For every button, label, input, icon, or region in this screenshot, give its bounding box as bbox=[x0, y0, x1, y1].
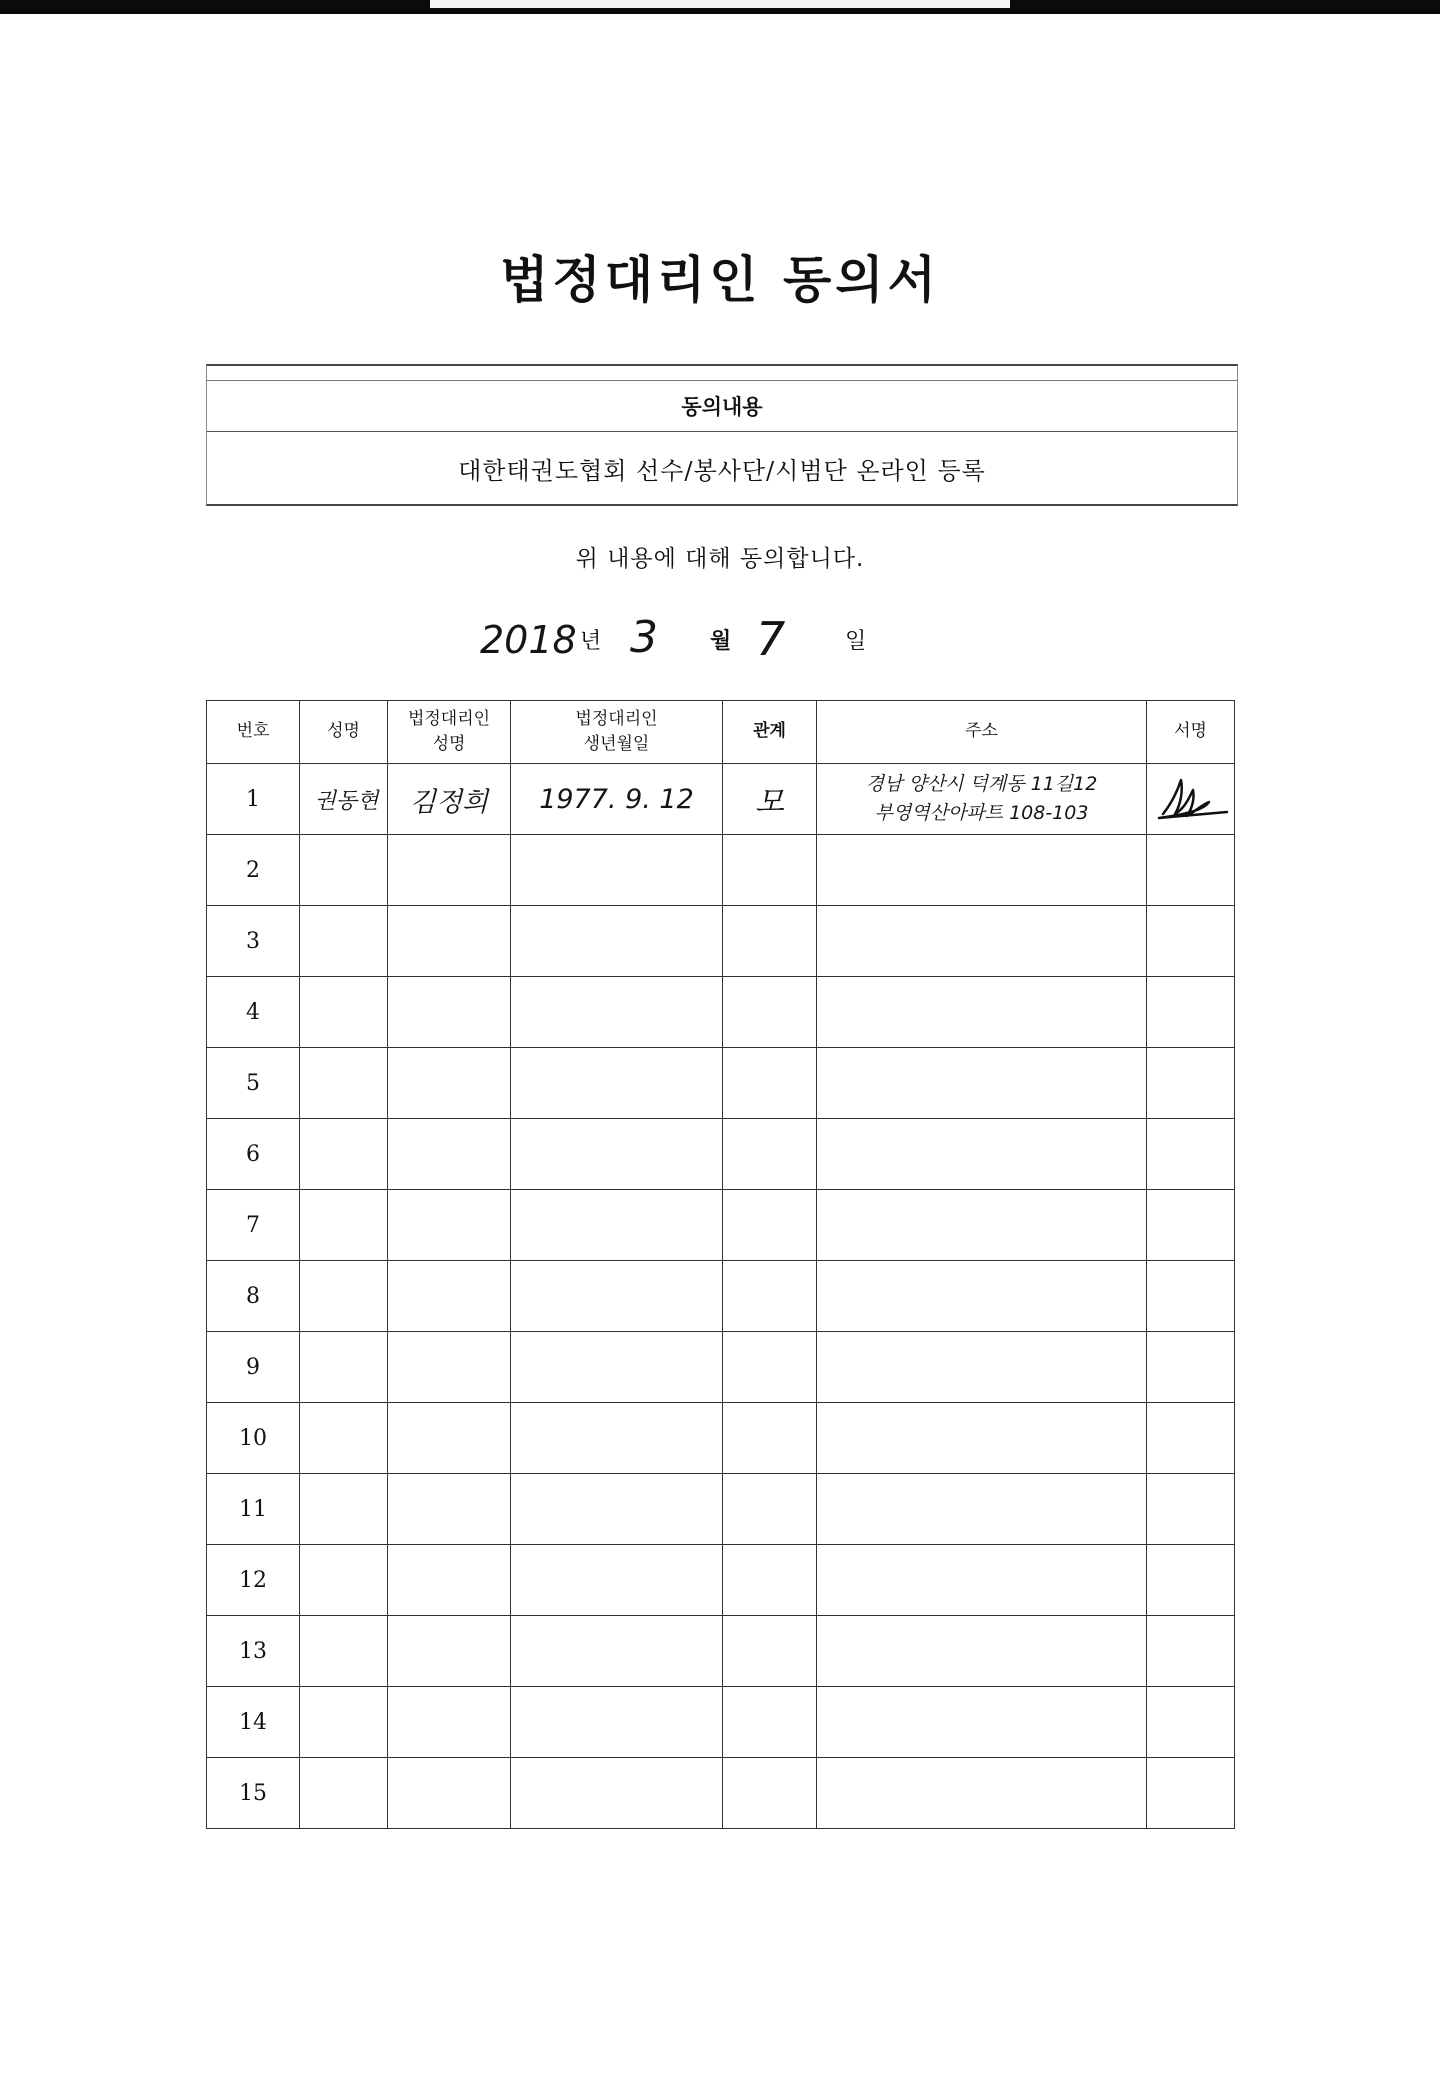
student-name-cell bbox=[300, 1474, 388, 1545]
header-guardian-birth-line1: 법정대리인 bbox=[575, 708, 658, 729]
header-guardian-name-line2: 성명 bbox=[432, 734, 466, 754]
relation-cell bbox=[723, 1758, 817, 1829]
guardian-birthdate: 1977. 9. 12 bbox=[511, 764, 723, 835]
guardian-name-cell bbox=[388, 1119, 511, 1190]
row-number: 6 bbox=[207, 1119, 300, 1190]
guardian-name-cell bbox=[388, 1332, 511, 1403]
table-row bbox=[207, 764, 1235, 835]
student-name-cell bbox=[300, 1048, 388, 1119]
student-name: 권동현 bbox=[300, 764, 388, 835]
guardian-name-cell bbox=[388, 1190, 511, 1261]
guardian-name: 김정희 bbox=[388, 764, 511, 835]
student-name-cell bbox=[300, 1616, 388, 1687]
table-row bbox=[207, 1119, 1235, 1190]
guardian-birthdate-cell bbox=[511, 977, 723, 1048]
relation-cell bbox=[723, 1190, 817, 1261]
date-line bbox=[480, 612, 1000, 672]
table-row bbox=[207, 1687, 1235, 1758]
table-row bbox=[207, 1403, 1235, 1474]
address-cell bbox=[817, 977, 1147, 1048]
relation-cell bbox=[723, 1474, 817, 1545]
relation: 모 bbox=[723, 764, 817, 835]
signature-cell bbox=[1147, 1687, 1235, 1758]
relation-cell bbox=[723, 1119, 817, 1190]
table-row bbox=[207, 906, 1235, 977]
consent-header: 동의내용 bbox=[207, 380, 1237, 432]
signature-cell bbox=[1147, 977, 1235, 1048]
table-row bbox=[207, 1545, 1235, 1616]
row-number: 12 bbox=[207, 1545, 300, 1616]
relation-cell bbox=[723, 1332, 817, 1403]
table-row bbox=[207, 1332, 1235, 1403]
student-name-cell bbox=[300, 1687, 388, 1758]
address-cell bbox=[817, 1119, 1147, 1190]
date-month: 3 bbox=[630, 612, 658, 663]
signature-cell bbox=[1147, 1261, 1235, 1332]
student-name-cell bbox=[300, 1545, 388, 1616]
address bbox=[817, 764, 1147, 835]
guardian-birthdate-cell bbox=[511, 1332, 723, 1403]
relation-cell bbox=[723, 1403, 817, 1474]
document-title: 법정대리인 동의서 bbox=[500, 250, 940, 309]
address-cell bbox=[817, 1332, 1147, 1403]
row-number: 14 bbox=[207, 1687, 300, 1758]
student-name-cell bbox=[300, 906, 388, 977]
guardian-birthdate-cell bbox=[511, 906, 723, 977]
guardian-table bbox=[206, 700, 1235, 1829]
guardian-birthdate-cell bbox=[511, 1119, 723, 1190]
row-number: 11 bbox=[207, 1474, 300, 1545]
address-cell bbox=[817, 1687, 1147, 1758]
signature-cell bbox=[1147, 1474, 1235, 1545]
student-name-cell bbox=[300, 977, 388, 1048]
row-number: 3 bbox=[207, 906, 300, 977]
guardian-name-cell bbox=[388, 977, 511, 1048]
scan-edge-notch bbox=[430, 0, 1010, 8]
guardian-name-cell bbox=[388, 906, 511, 977]
guardian-birthdate-cell bbox=[511, 1687, 723, 1758]
relation-cell bbox=[723, 835, 817, 906]
address-line2: 부영역산아파트 108-103 bbox=[874, 802, 1089, 824]
relation-cell bbox=[723, 1545, 817, 1616]
table-row bbox=[207, 1048, 1235, 1119]
table-row bbox=[207, 1261, 1235, 1332]
row-number: 7 bbox=[207, 1190, 300, 1261]
address-cell bbox=[817, 1403, 1147, 1474]
signature-cell bbox=[1147, 1119, 1235, 1190]
address-cell bbox=[817, 1758, 1147, 1829]
guardian-birthdate-cell bbox=[511, 1545, 723, 1616]
guardian-birthdate-cell bbox=[511, 1616, 723, 1687]
student-name-cell bbox=[300, 1403, 388, 1474]
date-year-unit: 년 bbox=[580, 629, 602, 654]
address-cell bbox=[817, 1261, 1147, 1332]
signature-cell bbox=[1147, 906, 1235, 977]
header-signature: 서명 bbox=[1147, 701, 1235, 764]
relation-cell bbox=[723, 1687, 817, 1758]
consent-body: 대한태권도협회 선수/봉사단/시범단 온라인 등록 bbox=[458, 456, 986, 485]
row-number: 5 bbox=[207, 1048, 300, 1119]
student-name-cell bbox=[300, 1332, 388, 1403]
signature-cell bbox=[1147, 1048, 1235, 1119]
signature-cell bbox=[1147, 1332, 1235, 1403]
header-guardian-birth bbox=[511, 701, 723, 764]
address-cell bbox=[817, 1048, 1147, 1119]
guardian-name-cell bbox=[388, 1403, 511, 1474]
relation-cell bbox=[723, 977, 817, 1048]
date-day: 7 bbox=[756, 612, 786, 666]
address-cell bbox=[817, 1474, 1147, 1545]
guardian-birthdate-cell bbox=[511, 1403, 723, 1474]
guardian-birthdate-cell bbox=[511, 1190, 723, 1261]
guardian-name-cell bbox=[388, 1758, 511, 1829]
signature-cell bbox=[1147, 1545, 1235, 1616]
date-year: 2018 bbox=[480, 618, 577, 662]
signature-cell bbox=[1147, 1403, 1235, 1474]
table-row bbox=[207, 1758, 1235, 1829]
guardian-birthdate-cell bbox=[511, 1048, 723, 1119]
table-header-row bbox=[207, 701, 1235, 764]
relation-cell bbox=[723, 906, 817, 977]
address-cell bbox=[817, 906, 1147, 977]
row-number: 8 bbox=[207, 1261, 300, 1332]
agree-statement: 위 내용에 대해 동의합니다. bbox=[575, 546, 865, 572]
address-cell bbox=[817, 1545, 1147, 1616]
table-row bbox=[207, 1190, 1235, 1261]
student-name-cell bbox=[300, 1261, 388, 1332]
header-guardian-name bbox=[388, 701, 511, 764]
signature-cell bbox=[1147, 1758, 1235, 1829]
guardian-name-cell bbox=[388, 835, 511, 906]
header-address: 주소 bbox=[817, 701, 1147, 764]
table-row bbox=[207, 835, 1235, 906]
header-relation: 관계 bbox=[723, 701, 817, 764]
date-month-unit: 월 bbox=[710, 629, 732, 654]
header-guardian-birth-line2: 생년월일 bbox=[583, 734, 650, 754]
address-cell bbox=[817, 1190, 1147, 1261]
row-number: 2 bbox=[207, 835, 300, 906]
guardian-name-cell bbox=[388, 1474, 511, 1545]
signature-cell bbox=[1147, 835, 1235, 906]
guardian-name-cell bbox=[388, 1048, 511, 1119]
row-number: 13 bbox=[207, 1616, 300, 1687]
header-name: 성명 bbox=[300, 701, 388, 764]
guardian-name-cell bbox=[388, 1261, 511, 1332]
guardian-name-cell bbox=[388, 1545, 511, 1616]
signature-cell bbox=[1147, 764, 1235, 835]
signature-cell bbox=[1147, 1616, 1235, 1687]
student-name-cell bbox=[300, 1190, 388, 1261]
address-line1: 경남 양산시 덕계동 11길12 bbox=[865, 772, 1098, 795]
guardian-name-cell bbox=[388, 1687, 511, 1758]
guardian-birthdate-cell bbox=[511, 1758, 723, 1829]
relation-cell bbox=[723, 1616, 817, 1687]
table-row bbox=[207, 977, 1235, 1048]
consent-box bbox=[206, 364, 1238, 506]
table-row bbox=[207, 1474, 1235, 1545]
student-name-cell bbox=[300, 835, 388, 906]
student-name-cell bbox=[300, 1119, 388, 1190]
relation-cell bbox=[723, 1261, 817, 1332]
row-number: 9 bbox=[207, 1332, 300, 1403]
student-name-cell bbox=[300, 1758, 388, 1829]
guardian-birthdate-cell bbox=[511, 835, 723, 906]
header-guardian-name-line1: 법정대리인 bbox=[407, 708, 491, 729]
guardian-birthdate-cell bbox=[511, 1261, 723, 1332]
address-cell bbox=[817, 835, 1147, 906]
header-no: 번호 bbox=[207, 701, 300, 764]
row-number: 4 bbox=[207, 977, 300, 1048]
row-number: 10 bbox=[207, 1403, 300, 1474]
date-day-unit: 일 bbox=[845, 629, 867, 654]
table-row bbox=[207, 1616, 1235, 1687]
relation-cell bbox=[723, 1048, 817, 1119]
signature-cell bbox=[1147, 1190, 1235, 1261]
row-number: 1 bbox=[207, 764, 300, 835]
handwritten-signature bbox=[1151, 774, 1231, 824]
guardian-birthdate-cell bbox=[511, 1474, 723, 1545]
guardian-name-cell bbox=[388, 1616, 511, 1687]
address-cell bbox=[817, 1616, 1147, 1687]
row-number: 15 bbox=[207, 1758, 300, 1829]
